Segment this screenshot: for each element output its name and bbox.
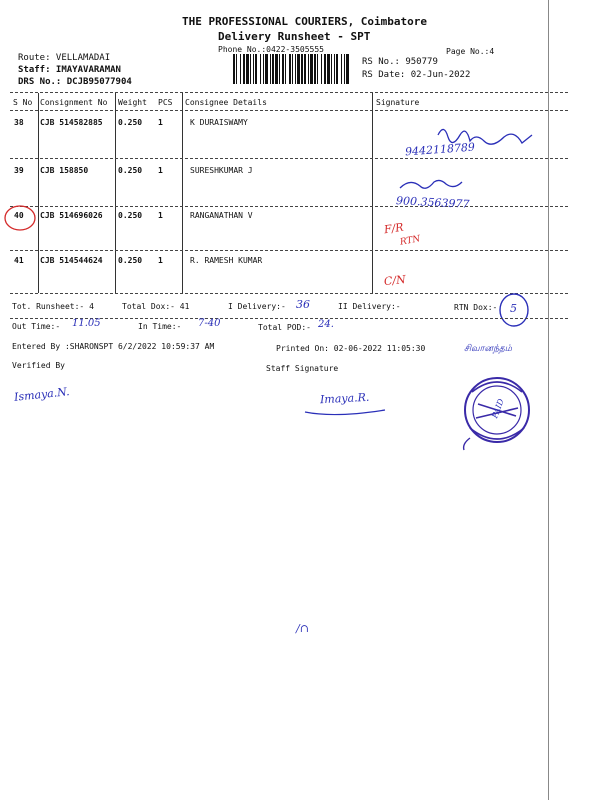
rtn-dox-value: 5 [510,302,517,315]
rs-date: RS Date: 02-Jun-2022 [362,70,471,80]
row-sno: 39 [14,166,24,175]
col-header-sno: S No [13,98,33,107]
route: Route: VELLAMADAI [18,53,111,63]
row-weight: 0.250 [118,166,143,175]
row-weight: 0.250 [118,256,143,265]
signature-underline [305,410,385,415]
row-consignee: K DURAISWAMY [190,118,248,127]
i-delivery-value: 36 [296,298,310,311]
staff-signature: Imaya.R. [319,390,370,407]
row-weight: 0.250 [118,118,143,127]
total-pod-label: Total POD:- [258,323,311,332]
i-delivery-label: I Delivery:- [228,302,286,311]
row-consignee: R. RAMESH KUMAR [190,256,263,265]
handwritten-rtn: RTN [399,234,422,248]
in-time-label: In Time:- [138,322,182,331]
row-consignment: CJB 514544624 [40,256,103,265]
verified-by-signature: Ismaya.N. [13,385,71,404]
row-consignee: SURESHKUMAR J [190,166,253,175]
stray-pen-mark: /∩ [296,622,309,635]
row-pcs: 1 [158,256,163,265]
tamil-signature: சிவானந்தம் [464,344,512,354]
row-sno: 41 [14,256,24,265]
ii-delivery-label: II Delivery:- [338,302,401,311]
row-sno: 38 [14,118,24,127]
row-consignment: CJB 514696026 [40,211,103,220]
printed-on: Printed On: 02-06-2022 11:05:30 [276,344,426,353]
verified-by-label: Verified By [12,361,65,370]
staff-signature-label: Staff Signature [266,364,339,373]
handwritten-phone-2: 900.3563977 [395,194,470,211]
company-title: THE PROFESSIONAL COURIERS, Coimbatore [182,15,428,28]
staff-name: Staff: IMAYAVARAMAN [18,65,121,75]
rtn-dox-label: RTN Dox:- [454,303,498,312]
col-header-pcs: PCS [158,98,173,107]
row-consignment: CJB 514582885 [40,118,103,127]
out-time-label: Out Time:- [12,322,61,331]
phone-number: Phone No.:0422-3505555 [218,45,324,54]
handwritten-fr: F/R [383,220,405,237]
row-pcs: 1 [158,166,163,175]
stamp-text: PAID [490,397,506,420]
drs-number: DRS No.: DCJB95077904 [18,77,132,87]
row-consignment: CJB 158850 [40,166,89,175]
rs-number: RS No.: 950779 [362,57,438,67]
total-dox: Total Dox:- 41 [122,302,190,311]
signature-scribble [400,180,462,188]
page-number: Page No.:4 [446,47,495,56]
row-pcs: 1 [158,211,163,220]
entered-by: Entered By :SHARONSPT 6/2/2022 10:59:37 AM [12,342,215,351]
col-header-weight: Weight [118,98,147,107]
red-circle-mark [5,206,35,230]
col-header-consignment: Consignment No [40,98,108,107]
handwritten-phone-1: 9442118789 [404,140,476,159]
in-time-value: 7-40 [198,318,221,329]
row-pcs: 1 [158,118,163,127]
row-consignee: RANGANATHAN V [190,211,253,220]
handwritten-cn: C/N [383,272,407,289]
col-header-signature: Signature [376,98,420,107]
out-time-value: 11.05 [72,318,101,329]
col-header-consignee: Consignee Details [185,98,267,107]
runsheet-subtitle: Delivery Runsheet - SPT [218,30,371,43]
tot-runsheet: Tot. Runsheet:- 4 [12,302,94,311]
row-weight: 0.250 [118,211,143,220]
total-pod-value: 24. [318,319,334,330]
row-sno: 40 [14,211,24,220]
